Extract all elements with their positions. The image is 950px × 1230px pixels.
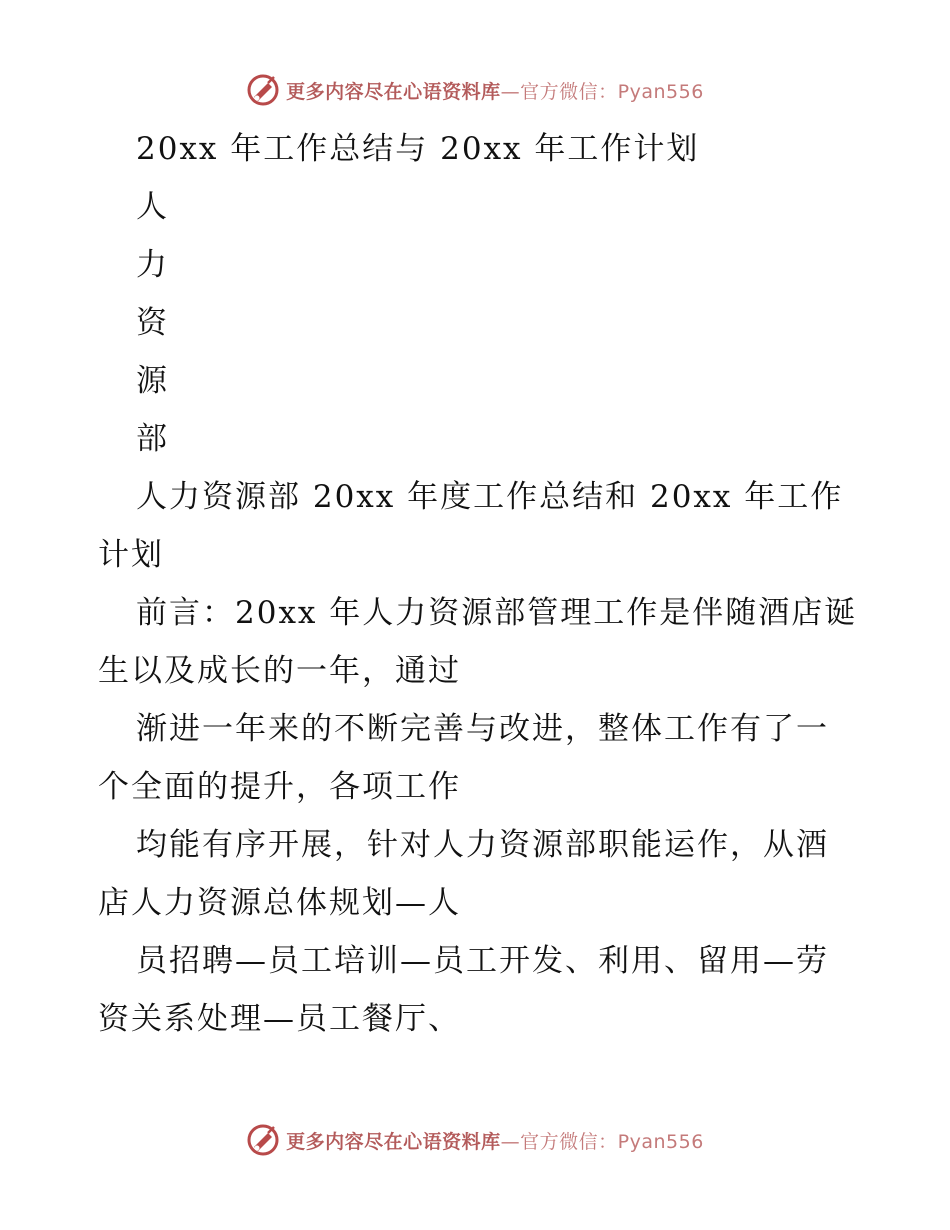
body-paragraph: 员招聘—员工培训—员工开发、利用、留用—劳资关系处理—员工餐厅、 xyxy=(98,943,829,1037)
document-title: 20xx 年工作总结与 20xx 年工作计划 xyxy=(136,131,700,167)
watermark-header xyxy=(0,70,950,110)
watermark-secondary: —官方微信：Pyan556 xyxy=(500,80,704,103)
watermark-primary: 更多内容尽在心语资料库 xyxy=(286,1130,501,1153)
department-char-3: 资 xyxy=(136,305,169,341)
watermark-primary: 更多内容尽在心语资料库 xyxy=(286,80,501,103)
department-char-1: 人 xyxy=(136,189,169,225)
section-heading: 人力资源部 20xx 年度工作总结和 20xx 年工作计划 xyxy=(98,479,844,573)
department-char-2: 力 xyxy=(136,247,169,283)
department-char-5: 部 xyxy=(136,421,169,457)
body-paragraph: 均能有序开展，针对人力资源部职能运作，从酒店人力资源总体规划—人 xyxy=(98,827,829,921)
document-body xyxy=(98,120,858,1048)
body-paragraph: 渐进一年来的不断完善与改进，整体工作有了一个全面的提升，各项工作 xyxy=(98,711,829,805)
body-paragraph: 前言：20xx 年人力资源部管理工作是伴随酒店诞生以及成长的一年，通过 xyxy=(98,595,858,689)
pen-logo-icon xyxy=(246,1123,280,1157)
pen-logo-icon xyxy=(246,73,280,107)
watermark-secondary: —官方微信：Pyan556 xyxy=(500,1130,704,1153)
watermark-text xyxy=(286,1127,704,1154)
watermark-footer xyxy=(0,1120,950,1160)
department-char-4: 源 xyxy=(136,363,169,399)
watermark-text xyxy=(286,77,704,104)
